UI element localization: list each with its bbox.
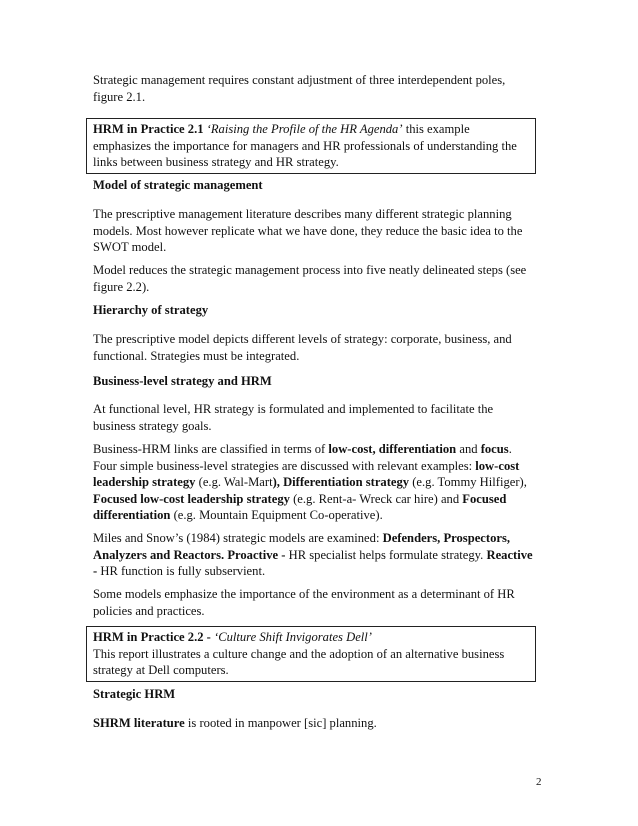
p6-bold-lcl: low-cost leadership strategy: [93, 458, 520, 490]
p6-text-h: (e.g. Mountain Equipment Co-operative).: [170, 508, 383, 523]
p7-text-c: HR specialist helps formulate strategy.: [288, 547, 487, 562]
p6-bold-focus: focus: [480, 442, 509, 456]
box1-text: this example emphasizes the importance for managers and HR professionals of understanding the links between business strategy and HR strategy.: [93, 122, 517, 170]
box1-title: ‘Raising the Profile of the HR Agenda’: [206, 122, 403, 136]
paragraph-shrm-literature: [93, 715, 533, 732]
p9-bold: SHRM literature: [93, 716, 185, 730]
paragraph-functional-level: At functional level, HR strategy is formulated and implemented to facilitate the business strategy goals.: [93, 402, 494, 433]
box2-title: ‘Culture Shift Invigorates Dell’: [214, 630, 372, 644]
p9-text: is rooted in manpower [sic] planning.: [184, 716, 377, 730]
p6-text-d: . Four simple business-level strategies are discussed with relevant examples:: [93, 442, 512, 473]
box2-text: This report illustrates a culture change and the adoption of an alternative business strategy at Dell computers.: [93, 646, 505, 678]
p6-text-a: Business-HRM links are classified in terms of: [93, 442, 329, 456]
p7-bold-reactive: Reactive -: [93, 547, 533, 579]
paragraph-business-hrm-links: [93, 441, 533, 524]
p6-bold-diff: ), Differentiation strategy: [272, 475, 410, 490]
heading-hierarchy-of-strategy: Hierarchy of strategy: [93, 303, 209, 317]
paragraph-prescriptive-literature: The prescriptive management literature describes many different strategic planning models. Most however replicate what we have done, they reduce the basic idea to the SWOT model.: [93, 207, 523, 255]
hrm-in-practice-2-1-box: [86, 118, 536, 174]
box1-lead: HRM in Practice 2.1: [93, 122, 204, 136]
paragraph-environment: Some models emphasize the importance of the environment as a determinant of HR policies and practices.: [93, 587, 515, 618]
p6-text-e: (e.g. Wal-Mart: [195, 475, 273, 490]
heading-business-level-strategy: Business-level strategy and HRM: [93, 374, 272, 388]
intro-paragraph: Strategic management requires constant adjustment of three interdependent poles, figure 2.1.: [93, 73, 506, 104]
p6-text-f: (e.g. Tommy Hilfiger),: [409, 475, 527, 490]
p7-text-a: Miles and Snow’s (1984) strategic models are examined:: [93, 531, 383, 545]
p6-bold-cost-diff: low-cost, differentiation: [328, 442, 457, 456]
p6-bold-focused-lcl: Focused low-cost leadership strategy: [93, 491, 290, 506]
heading-model-of-strategic-management: Model of strategic management: [93, 178, 263, 192]
paragraph-levels-of-strategy: The prescriptive model depicts different levels of strategy: corporate, business, and functional. Strategies must be integrated.: [93, 332, 512, 363]
paragraph-five-steps: Model reduces the strategic management process into five neatly delineated steps (see figure 2.2).: [93, 263, 527, 294]
p7-bold-models: Defenders, Prospectors, Analyzers and Reactors. Proactive -: [93, 531, 511, 562]
hrm-in-practice-2-2-box: [86, 626, 536, 682]
p6-text-c: and: [456, 442, 481, 456]
box2-lead: HRM in Practice 2.2 -: [93, 630, 214, 644]
paragraph-miles-and-snow: [93, 530, 533, 580]
heading-strategic-hrm: Strategic HRM: [93, 687, 176, 701]
p6-text-g: (e.g. Rent-a- Wreck car hire) and: [289, 491, 463, 506]
p6-bold-focused-diff: Focused differentiation: [93, 491, 507, 523]
page-number: 2: [536, 776, 542, 788]
p7-text-d: HR function is fully subservient.: [100, 564, 266, 579]
